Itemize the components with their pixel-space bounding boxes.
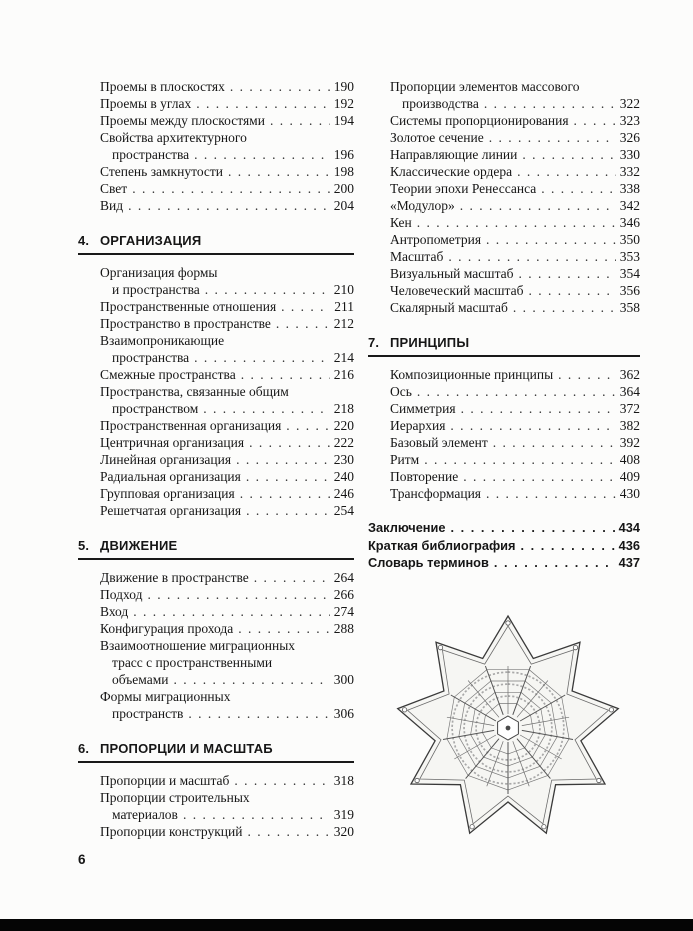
toc-entry-title: Повторение [390, 469, 459, 484]
toc-entry [100, 112, 354, 129]
dot-leader [183, 806, 330, 823]
toc-entry-line [100, 197, 354, 214]
toc-entry-page: 320 [333, 824, 354, 839]
toc-entry-page: 350 [619, 232, 640, 247]
toc-entry-line [100, 671, 354, 688]
toc-entry-title: Пропорции и масштаб [100, 773, 230, 788]
toc-entry-line [368, 537, 640, 555]
dot-leader [493, 434, 616, 451]
toc-section-header [78, 538, 354, 560]
toc-entry-line [368, 554, 640, 572]
toc-entry-title: Пространственная организация [100, 418, 282, 433]
toc-entry [390, 248, 640, 265]
toc-entry-line [100, 163, 354, 180]
toc-entry-line [100, 400, 354, 417]
toc-entry-line: трасс с пространственными [112, 655, 273, 670]
toc-entry-title: Визуальный масштаб [390, 266, 514, 281]
dot-leader [246, 468, 330, 485]
dot-leader [522, 146, 615, 163]
dot-leader [194, 349, 330, 366]
dot-leader [228, 163, 330, 180]
toc-entry [390, 180, 640, 197]
dot-leader [203, 400, 329, 417]
toc-entry-line: Пропорции элементов массового [390, 79, 580, 94]
toc-entry-page: 212 [333, 316, 354, 331]
toc-entry-page: 274 [333, 604, 354, 619]
toc-entry [100, 129, 354, 163]
toc-section-header [78, 741, 354, 763]
toc-entry-title: Базовый элемент [390, 435, 488, 450]
toc-entry-page: 382 [619, 418, 640, 433]
toc-entry [100, 789, 354, 823]
toc-entry-title: Скалярный масштаб [390, 300, 508, 315]
toc-entry-page: 246 [333, 486, 354, 501]
toc-entry-title: Проемы в плоскостях [100, 79, 225, 94]
toc-entry-line [100, 281, 354, 298]
toc-entry-title: Групповая организация [100, 486, 235, 501]
toc-entry-line [100, 180, 354, 197]
toc-entry-line [390, 299, 640, 316]
toc-entry-title: Смежные пространства [100, 367, 236, 382]
toc-entry-page: 436 [618, 537, 640, 553]
dot-leader [450, 417, 615, 434]
toc-entry-line [100, 502, 354, 519]
toc-section-title: ДВИЖЕНИЕ [100, 538, 178, 553]
toc-entry [100, 298, 354, 315]
toc-entry-title: пространства [112, 147, 190, 162]
toc-entry [390, 468, 640, 485]
dot-leader [417, 383, 616, 400]
toc-entry-title: Симметрия [390, 401, 456, 416]
toc-entry-title: «Модулор» [390, 198, 455, 213]
toc-entry-line [390, 383, 640, 400]
toc-entry-page: 218 [333, 401, 354, 416]
dot-leader [460, 197, 616, 214]
toc-entry-line [390, 231, 640, 248]
toc-entry-title: Подход [100, 587, 143, 602]
toc-section-number: 6. [78, 741, 90, 756]
toc-entry-line [100, 772, 354, 789]
toc-entry-line: Организация формы [100, 265, 218, 280]
toc-entry-title: Центричная организация [100, 435, 245, 450]
toc-entry-page: 194 [333, 113, 354, 128]
toc-entry [390, 78, 640, 112]
toc-entry [100, 620, 354, 637]
toc-entry-group [100, 264, 354, 519]
toc-entry-title: материалов [112, 807, 178, 822]
toc-entry-title: Движение в пространстве [100, 570, 249, 585]
toc-entry-title: Направляющие линии [390, 147, 518, 162]
toc-entry-line [390, 366, 640, 383]
toc-entry-page: 300 [333, 672, 354, 687]
dot-leader [270, 112, 330, 129]
toc-entry-title: Проемы между плоскостями [100, 113, 265, 128]
toc-entry-page: 204 [333, 198, 354, 213]
toc-entry-page: 332 [619, 164, 640, 179]
toc-entry-line [100, 146, 354, 163]
toc-entry-line [100, 366, 354, 383]
toc-entry [390, 129, 640, 146]
toc-entry-page: 318 [333, 773, 354, 788]
toc-entry-page: 306 [333, 706, 354, 721]
toc-entry-title: Пространство в пространстве [100, 316, 271, 331]
toc-entry-group [390, 78, 640, 316]
toc-entry-page: 330 [619, 147, 640, 162]
column-left [78, 78, 354, 840]
toc-entry-line [390, 214, 640, 231]
toc-entry-group [100, 772, 354, 840]
toc-entry-line [100, 603, 354, 620]
toc-entry-line [100, 468, 354, 485]
dot-leader [574, 112, 616, 129]
dot-leader [494, 554, 615, 572]
toc-entry-title: Пространственные отношения [100, 299, 277, 314]
toc-entry [100, 603, 354, 620]
toc-entry [390, 214, 640, 231]
toc-entry-page: 211 [334, 299, 354, 314]
toc-entry-page: 338 [619, 181, 640, 196]
toc-entry [390, 197, 640, 214]
dot-leader [486, 231, 616, 248]
toc-entry-page: 216 [333, 367, 354, 382]
toc-entry-line [100, 451, 354, 468]
toc-entry [100, 586, 354, 603]
toc-entry-line [100, 620, 354, 637]
toc-entry [100, 637, 354, 688]
toc-entry-title: Теории эпохи Ренессанса [390, 181, 537, 196]
toc-section-number: 7. [368, 335, 380, 350]
toc-entry-page: 346 [619, 215, 640, 230]
toc-entry-title: объемами [112, 672, 169, 687]
toc-entry-title: Решетчатая организация [100, 503, 242, 518]
toc-entry-line: Пропорции строительных [100, 790, 250, 805]
toc-entry [100, 315, 354, 332]
toc-section-title: ОРГАНИЗАЦИЯ [100, 233, 202, 248]
toc-entry-line [390, 95, 640, 112]
toc-entry-line [100, 806, 354, 823]
toc-entry-title: Человеческий масштаб [390, 283, 524, 298]
toc-entry-page: 196 [333, 147, 354, 162]
toc-entry-page: 364 [619, 384, 640, 399]
column-right [368, 78, 640, 572]
toc-entry [390, 366, 640, 383]
toc-entry-page: 358 [619, 300, 640, 315]
toc-entry-line [390, 163, 640, 180]
toc-section-title: ПРОПОРЦИИ И МАСШТАБ [100, 741, 273, 756]
toc-entry-title: Линейная организация [100, 452, 232, 467]
toc-entry-page: 322 [619, 96, 640, 111]
page-number: 6 [78, 852, 86, 867]
dot-leader [147, 586, 329, 603]
toc-entry-line [390, 417, 640, 434]
toc-entry [100, 366, 354, 383]
toc-section-number: 4. [78, 233, 90, 248]
toc-entry-title: Проемы в углах [100, 96, 192, 111]
toc-entry-title: пространством [112, 401, 199, 416]
toc-entry [390, 112, 640, 129]
toc-entry-line [390, 451, 640, 468]
toc-entry-title: Золотое сечение [390, 130, 484, 145]
toc-entry-line [390, 400, 640, 417]
toc-entry-line [100, 315, 354, 332]
toc-entry [100, 569, 354, 586]
toc-entry [390, 417, 640, 434]
toc-entry [100, 451, 354, 468]
toc-entry-page: 214 [333, 350, 354, 365]
dot-leader [246, 502, 330, 519]
dot-leader [484, 95, 616, 112]
dot-leader [133, 603, 329, 620]
toc-entry [390, 299, 640, 316]
toc-entry-group [368, 519, 640, 572]
toc-entry-page: 356 [619, 283, 640, 298]
toc-entry-title: Ритм [390, 452, 420, 467]
toc-entry-title: пространства [112, 350, 190, 365]
toc-entry-page: 230 [333, 452, 354, 467]
dot-leader [254, 569, 330, 586]
toc-entry [390, 485, 640, 502]
toc-entry-line [390, 434, 640, 451]
toc-entry-line [100, 349, 354, 366]
toc-entry [100, 434, 354, 451]
toc-entry-page: 392 [619, 435, 640, 450]
toc-entry [100, 264, 354, 298]
toc-entry-line [390, 112, 640, 129]
toc-entry-line: Пространства, связанные общим [100, 384, 289, 399]
toc-entry-title: Словарь терминов [368, 555, 489, 570]
toc-entry-title: Радиальная организация [100, 469, 241, 484]
toc-entry-line: Взаимопроникающие [100, 333, 225, 348]
toc-entry [100, 688, 354, 722]
toc-entry-page: 220 [333, 418, 354, 433]
toc-entry-page: 430 [619, 486, 640, 501]
toc-section-header [368, 335, 640, 357]
toc-entry-line [390, 265, 640, 282]
toc-entry [390, 383, 640, 400]
toc-entry-page: 254 [333, 503, 354, 518]
toc-entry-title: Пропорции конструкций [100, 824, 243, 839]
dot-leader [451, 519, 615, 537]
toc-entry-title: Композиционные принципы [390, 367, 554, 382]
toc-entry [390, 451, 640, 468]
toc-entry-title: пространств [112, 706, 184, 721]
toc-entry-line [390, 282, 640, 299]
dot-leader [173, 671, 329, 688]
toc-entry-title: Свет [100, 181, 128, 196]
toc-entry-line [100, 569, 354, 586]
toc-entry-title: Степень замкнутости [100, 164, 224, 179]
toc-entry-line: Взаимоотношение миграционных [100, 638, 296, 653]
toc-entry-title: Ось [390, 384, 412, 399]
toc-entry [390, 163, 640, 180]
toc-entry-title: Трансформация [390, 486, 481, 501]
dot-leader [281, 298, 330, 315]
toc-entry-page: 362 [619, 367, 640, 382]
toc-entry-page: 319 [333, 807, 354, 822]
toc-entry [390, 146, 640, 163]
toc-entry-group [100, 569, 354, 722]
toc-entry [100, 772, 354, 789]
dot-leader [517, 163, 616, 180]
dot-leader [463, 468, 616, 485]
toc-entry-page: 342 [619, 198, 640, 213]
dot-leader [521, 537, 615, 555]
toc-entry [390, 434, 640, 451]
toc-entry-page: 409 [619, 469, 640, 484]
toc-entry [100, 180, 354, 197]
toc-entry-group [100, 78, 354, 214]
toc-entry-line [368, 519, 640, 537]
toc-entry-page: 190 [333, 79, 354, 94]
toc-entry-line [100, 112, 354, 129]
toc-entry [368, 554, 640, 572]
toc-entry-title: Кен [390, 215, 412, 230]
page-bottom-bar [0, 919, 693, 931]
toc-entry-page: 354 [619, 266, 640, 281]
toc-entry-title: и пространства [112, 282, 200, 297]
dot-leader [513, 299, 616, 316]
toc-entry-line [390, 146, 640, 163]
dot-leader [558, 366, 616, 383]
toc-entry-page: 192 [333, 96, 354, 111]
toc-entry-page: 408 [619, 452, 640, 467]
dot-leader [188, 705, 329, 722]
toc-entry-page: 198 [333, 164, 354, 179]
dot-leader [196, 95, 330, 112]
toc-entry-line [100, 417, 354, 434]
toc-entry-line [100, 586, 354, 603]
toc-entry-title: Конфигурация прохода [100, 621, 234, 636]
dot-leader [489, 129, 616, 146]
dot-leader [240, 485, 330, 502]
dot-leader [236, 451, 330, 468]
toc-entry-title: Системы пропорционирования [390, 113, 569, 128]
dot-leader [424, 451, 616, 468]
toc-entry-page: 210 [333, 282, 354, 297]
toc-entry-line [390, 129, 640, 146]
dot-leader [128, 197, 330, 214]
toc-section-number: 5. [78, 538, 90, 553]
toc-entry-title: Вход [100, 604, 129, 619]
dot-leader [528, 282, 615, 299]
toc-section-header [78, 233, 354, 255]
toc-entry-page: 353 [619, 249, 640, 264]
toc-entry-title: Вид [100, 198, 124, 213]
dot-leader [541, 180, 616, 197]
dot-leader [247, 823, 329, 840]
dot-leader [234, 772, 329, 789]
toc-entry [100, 823, 354, 840]
toc-entry-page: 437 [618, 555, 640, 570]
dot-leader [249, 434, 330, 451]
dot-leader [194, 146, 330, 163]
toc-entry-page: 323 [619, 113, 640, 128]
toc-entry [368, 519, 640, 537]
star-fortress-figure [392, 612, 624, 844]
toc-entry-page: 264 [333, 570, 354, 585]
toc-entry-line [100, 434, 354, 451]
dot-leader [448, 248, 615, 265]
toc-entry-title: Классические ордера [390, 164, 513, 179]
toc-entry-page: 326 [619, 130, 640, 145]
toc-entry [100, 332, 354, 366]
toc-entry [100, 197, 354, 214]
toc-entry-line: Свойства архитектурного [100, 130, 247, 145]
toc-entry-line [100, 298, 354, 315]
toc-entry [390, 231, 640, 248]
toc-entry-title: Заключение [368, 520, 446, 535]
toc-entry-line [390, 485, 640, 502]
dot-leader [286, 417, 329, 434]
toc-entry [100, 78, 354, 95]
toc-entry-line [390, 468, 640, 485]
toc-entry [100, 502, 354, 519]
toc-entry [100, 95, 354, 112]
toc-entry-line [100, 705, 354, 722]
toc-entry [368, 537, 640, 555]
toc-entry-line [100, 823, 354, 840]
toc-entry-line [390, 248, 640, 265]
toc-entry-title: Антропометрия [390, 232, 482, 247]
dot-leader [276, 315, 330, 332]
dot-leader [519, 265, 616, 282]
toc-entry-title: производства [402, 96, 479, 111]
toc-entry-line [100, 95, 354, 112]
star-fortress-svg [392, 612, 624, 844]
toc-entry-page: 288 [333, 621, 354, 636]
toc-entry-title: Иерархия [390, 418, 446, 433]
toc-entry-title: Краткая библиография [368, 537, 516, 553]
toc-entry [100, 417, 354, 434]
dot-leader [417, 214, 616, 231]
dot-leader [132, 180, 330, 197]
toc-entry-line [100, 485, 354, 502]
toc-entry-line: Формы миграционных [100, 689, 231, 704]
toc-entry-group [390, 366, 640, 502]
dot-leader [486, 485, 616, 502]
toc-entry-line [390, 180, 640, 197]
toc-entry-line [390, 197, 640, 214]
toc-entry [390, 265, 640, 282]
dot-leader [461, 400, 616, 417]
toc-entry [100, 383, 354, 417]
toc-entry-line [100, 78, 354, 95]
dot-leader [238, 620, 330, 637]
toc-entry-page: 434 [618, 520, 640, 535]
toc-entry-page: 372 [619, 401, 640, 416]
toc-entry-page: 240 [333, 469, 354, 484]
toc-entry-page: 222 [333, 435, 354, 450]
toc-entry [100, 485, 354, 502]
toc-entry [100, 468, 354, 485]
toc-section-title: ПРИНЦИПЫ [390, 335, 470, 350]
dot-leader [205, 281, 330, 298]
dot-leader [230, 78, 330, 95]
toc-entry [390, 282, 640, 299]
dot-leader [241, 366, 330, 383]
toc-entry [100, 163, 354, 180]
toc-entry-page: 266 [333, 587, 354, 602]
toc-entry-page: 200 [333, 181, 354, 196]
toc-entry-title: Масштаб [390, 249, 444, 264]
toc-entry [390, 400, 640, 417]
